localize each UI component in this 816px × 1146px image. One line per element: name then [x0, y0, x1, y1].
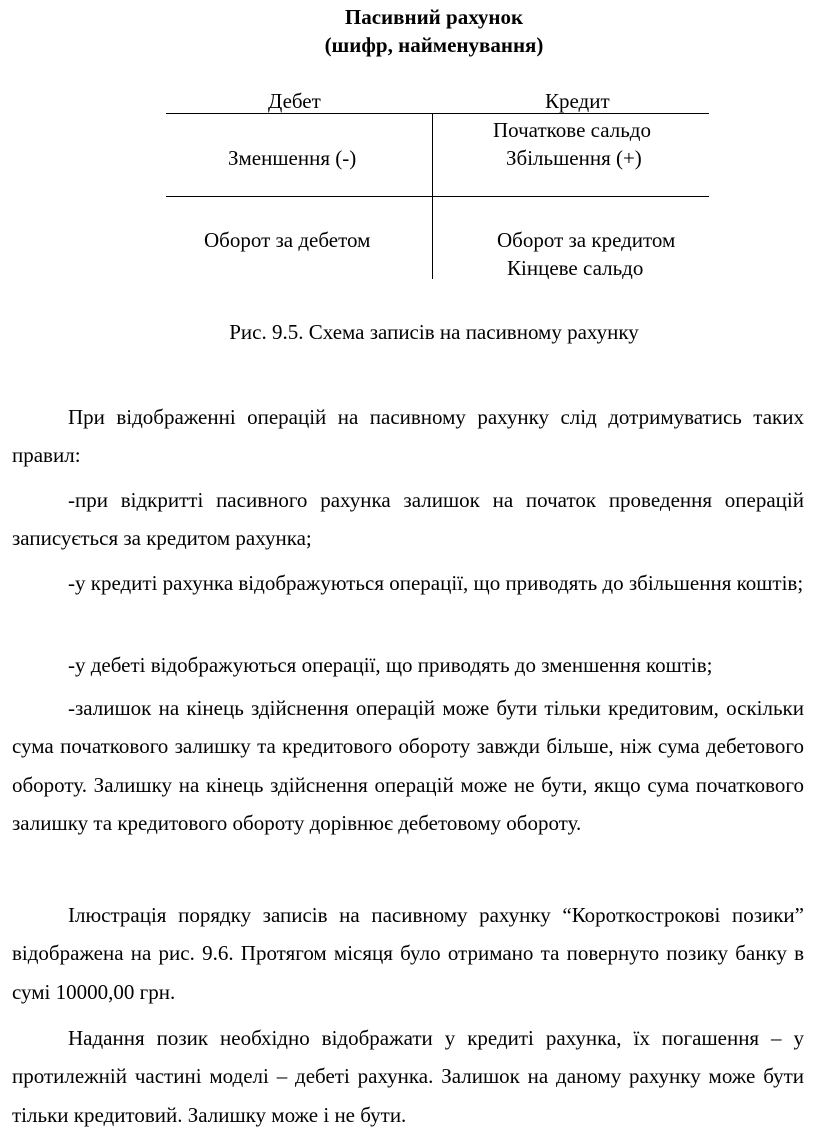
credit-closing-balance: Кінцеве сальдо	[507, 256, 644, 280]
credit-header: Кредит	[545, 89, 610, 113]
paragraph-intro: При відображенні операцій на пасивному рахунку слід дотримуватись таких правил:	[12, 405, 804, 468]
credit-increase: Збільшення (+)	[506, 146, 642, 170]
paragraph-rule-credit: -у кредиті рахунка відображуються операції, що приводять до збільшення коштів;	[68, 571, 804, 595]
paragraph-rule-debit: -у дебеті відображуються операції, що приводять до зменшення коштів;	[68, 653, 713, 677]
debit-decrease: Зменшення (-)	[228, 146, 357, 170]
paragraph-illustration: Ілюстрація порядку записів на пасивному рахунку “Короткострокові позики” відображена на рис. 9.6. Протягом місяця було отримано та повернуто позику банку в сумі 10000,00 грн.	[12, 903, 804, 1004]
t-account-top-line	[166, 113, 709, 114]
paragraph-loans: Надання позик необхідно відображати у кредиті рахунка, їх погашення – у протилежній частині моделі – дебеті рахунка. Залишок на даному рахунку може бути тільки кредитовий. Залишку може і не бути.	[12, 1026, 804, 1127]
t-account-turnover-line	[166, 196, 709, 197]
credit-turnover: Оборот за кредитом	[497, 228, 676, 252]
credit-opening-balance: Початкове сальдо	[493, 118, 651, 142]
debit-header: Дебет	[268, 89, 321, 113]
paragraph-rule-opening: -при відкритті пасивного рахунка залишок на початок проведення операцій записується за кредитом рахунка;	[12, 488, 804, 551]
account-title: Пасивний рахунок	[344, 5, 524, 29]
figure-caption: Рис. 9.5. Схема записів на пасивному рахунку	[229, 320, 639, 344]
account-subtitle: (шифр, найменування)	[324, 33, 544, 57]
debit-turnover: Оборот за дебетом	[204, 228, 371, 252]
paragraph-rule-closing: -залишок на кінець здійснення операцій може бути тільки кредитовим, оскільки сума початкового залишку та кредитового обороту завжди більше, ніж сума дебетового обороту. Залишку на кінець здійснення операцій може не бути, якщо сума початкового залишку та кредитового обороту дорівнює дебетовому обороту.	[12, 696, 804, 836]
